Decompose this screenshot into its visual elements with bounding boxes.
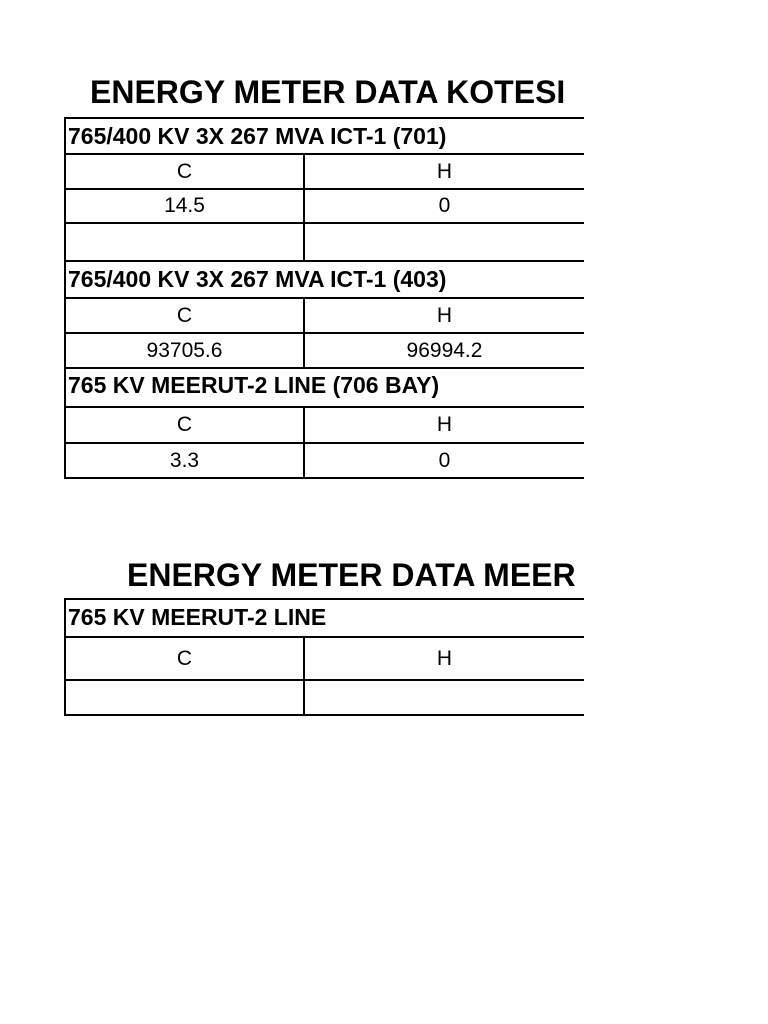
empty-cell — [304, 223, 584, 261]
value-c: 14.5 — [65, 189, 304, 223]
col-c-header: C — [65, 154, 304, 189]
value-h: 96994.2 — [304, 333, 584, 368]
section1-title: ENERGY METER DATA KOTESI — [90, 74, 566, 110]
table-row — [65, 637, 584, 680]
block3-heading: 765 KV MEERUT-2 LINE (706 BAY) — [64, 368, 584, 408]
table-row — [65, 443, 584, 478]
block1-heading: 765/400 KV 3X 267 MVA ICT-1 (701) — [64, 117, 584, 155]
block4-table — [64, 636, 584, 716]
table-row — [65, 189, 584, 223]
value-c: 93705.6 — [65, 333, 304, 368]
table-row — [65, 223, 584, 261]
section2-title-wrap — [64, 555, 584, 597]
block2-heading: 765/400 KV 3X 267 MVA ICT-1 (403) — [64, 260, 584, 298]
table-row — [65, 154, 584, 189]
value-h — [304, 680, 584, 715]
empty-cell — [65, 223, 304, 261]
value-h: 0 — [304, 443, 584, 478]
col-h-header: H — [304, 407, 584, 443]
value-c — [65, 680, 304, 715]
value-h: 0 — [304, 189, 584, 223]
section1-title-wrap — [64, 72, 584, 112]
table-row — [65, 680, 584, 715]
table-row — [65, 333, 584, 368]
block4-heading: 765 KV MEERUT-2 LINE — [64, 598, 584, 638]
block1-table — [64, 153, 584, 262]
section2-title: ENERGY METER DATA MEER — [127, 557, 576, 593]
block2-table — [64, 297, 584, 369]
col-c-header: C — [65, 407, 304, 443]
table-row — [65, 298, 584, 333]
col-h-header: H — [304, 154, 584, 189]
value-c: 3.3 — [65, 443, 304, 478]
col-c-header: C — [65, 298, 304, 333]
table-row — [65, 407, 584, 443]
col-h-header: H — [304, 637, 584, 680]
col-h-header: H — [304, 298, 584, 333]
block3-table — [64, 406, 584, 479]
col-c-header: C — [65, 637, 304, 680]
